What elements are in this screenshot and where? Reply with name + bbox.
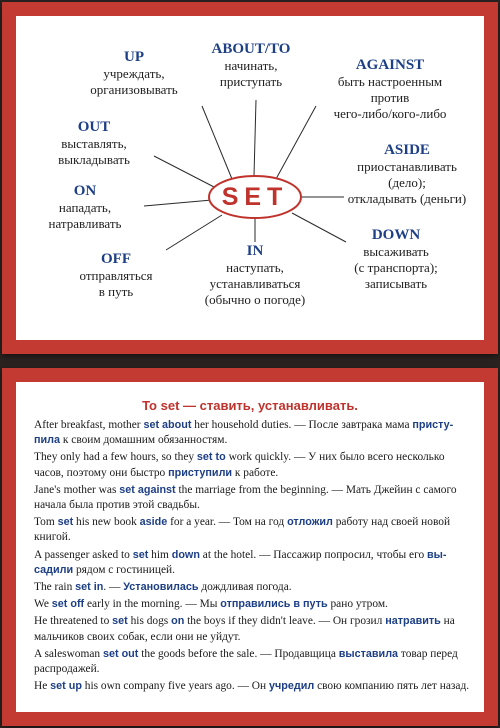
highlighted-phrase: натравить [385, 615, 441, 628]
sentence-text: the goods before the sale. — Продавщица [138, 647, 339, 660]
example-sentence [34, 515, 470, 545]
sentence-text: her household duties. — После завтрака мама [191, 419, 413, 431]
example-sentence [34, 614, 470, 644]
node-about-to-translation: начинать, приступать [219, 58, 283, 89]
highlighted-phrase: отправились в путь [220, 598, 328, 611]
node-against-translation: быть настроенным против чего-либо/кого-либо [333, 74, 447, 121]
example-sentence [34, 679, 470, 694]
sentence-text: work quickly. — У них было всего несколько часов, поэтому они быстро [34, 451, 445, 479]
node-up-translation: учреждать, организовывать [90, 66, 178, 97]
sentence-text: his dogs [127, 615, 172, 628]
sentence-text: рано утром. [327, 598, 388, 611]
highlighted-phrase: aside [139, 516, 168, 529]
sentence-text: He [34, 680, 51, 693]
sentence-text: рядом с гостиницей. [73, 563, 175, 576]
node-aside [334, 141, 480, 207]
node-aside-translation: приостанавливать (дело); откладывать (деньги) [347, 159, 467, 206]
sentence-text: Tom [34, 516, 58, 529]
sentence-text: A saleswoman [34, 647, 103, 660]
example-sentence [34, 450, 470, 480]
node-on [30, 182, 140, 232]
sentence-text: A passenger asked to [34, 548, 133, 561]
sentence-text: at the hotel. — Пассажир попросил, чтобы его [199, 548, 428, 561]
node-down [326, 226, 466, 292]
sentence-text: дождливая погода. [198, 581, 292, 594]
spoke-out [154, 156, 216, 188]
sentence-text: . — [103, 581, 124, 594]
highlighted-phrase: set [112, 615, 128, 628]
highlighted-phrase: set in [75, 581, 104, 594]
example-sentence [34, 483, 470, 513]
node-about-to-key: ABOUT/TO [211, 41, 291, 57]
examples-title: To set — ставить, устанавливать. [142, 398, 358, 413]
node-off-key: OFF [101, 251, 131, 267]
sentence-text: к работе. [232, 466, 279, 479]
highlighted-phrase: on [171, 615, 185, 628]
sentence-text: на мальчиков своих собак, если они не уйдут. [34, 615, 455, 643]
node-out [34, 118, 154, 168]
examples-list [34, 418, 470, 696]
node-in-key: IN [246, 243, 264, 259]
highlighted-phrase: set about [143, 419, 192, 431]
node-down-translation: высаживать (с транспорта); записывать [354, 244, 438, 291]
spoke-on [144, 200, 212, 206]
diagram-card [2, 2, 498, 354]
highlighted-phrase: учредил [268, 680, 315, 693]
highlighted-phrase: set [57, 516, 74, 529]
node-against-key: AGAINST [355, 57, 425, 73]
node-off-translation: отправляться в путь [79, 268, 153, 299]
spoke-about-to [254, 100, 256, 176]
sentence-text: The rain [34, 581, 76, 594]
sentence-text: him [148, 548, 172, 561]
highlighted-phrase: выставила [338, 647, 399, 660]
example-sentence [34, 647, 470, 677]
center-word: SET [221, 183, 289, 211]
highlighted-phrase: set off [51, 598, 85, 611]
highlighted-phrase: приступили [168, 466, 233, 479]
node-on-key: ON [73, 183, 97, 199]
node-about-to [186, 40, 316, 90]
sentence-text: товар перед распродажей. [34, 647, 458, 676]
examples-panel [16, 382, 484, 712]
sentence-text: свою компанию пять лет назад. [314, 680, 470, 693]
node-against [300, 56, 480, 122]
highlighted-phrase: присту-пила [34, 419, 454, 447]
sentence-text: his new book [73, 516, 140, 529]
sentence-text: After breakfast, mother [34, 419, 144, 431]
sentence-text: работу над своей новой книгой. [34, 516, 451, 544]
highlighted-phrase: set up [50, 680, 82, 693]
example-sentence [34, 597, 470, 612]
sentence-text: He threatened to [34, 615, 113, 628]
examples-card [2, 368, 498, 726]
highlighted-phrase: вы-садили [34, 548, 447, 576]
highlighted-phrase: отложил [287, 516, 333, 529]
sentence-text: They only had a few hours, so they [34, 451, 197, 464]
sentence-text: Jane's mother was [34, 483, 120, 496]
sentence-text: for a year. — Том на год [167, 516, 288, 529]
highlighted-phrase: set to [196, 451, 226, 464]
sentence-text: his own company five years ago. — Он [81, 680, 269, 693]
sentence-text: the boys if they didn't leave. — Он грозил [184, 615, 386, 628]
example-sentence [34, 548, 470, 578]
sentence-text: к своим домашним обязанностям. [60, 434, 228, 447]
highlighted-phrase: down [171, 548, 200, 561]
node-down-key: DOWN [371, 227, 421, 243]
example-sentence [34, 580, 470, 595]
highlighted-phrase: set [132, 548, 149, 561]
node-in-translation: наступать, устанавливаться (обычно о погоде) [204, 260, 306, 307]
node-out-translation: выставлять, выкладывать [58, 136, 130, 167]
node-in [180, 242, 330, 308]
node-out-key: OUT [77, 119, 111, 135]
node-up [64, 48, 204, 98]
sentence-text: We [34, 598, 52, 611]
node-off [56, 250, 176, 300]
example-sentence [34, 418, 470, 448]
sentence-text: the marriage from the beginning. — Мать Джейин с самого начала была против этой свадьбы. [34, 483, 457, 512]
highlighted-phrase: set out [102, 647, 139, 660]
node-up-key: UP [124, 49, 144, 65]
spoke-up [202, 106, 232, 179]
highlighted-phrase: Установилась [123, 581, 199, 594]
node-aside-key: ASIDE [384, 142, 430, 158]
highlighted-phrase: set against [119, 483, 176, 496]
diagram-panel [16, 16, 484, 340]
sentence-text: early in the morning. — Мы [84, 598, 221, 611]
node-on-translation: нападать, натравливать [48, 200, 122, 231]
